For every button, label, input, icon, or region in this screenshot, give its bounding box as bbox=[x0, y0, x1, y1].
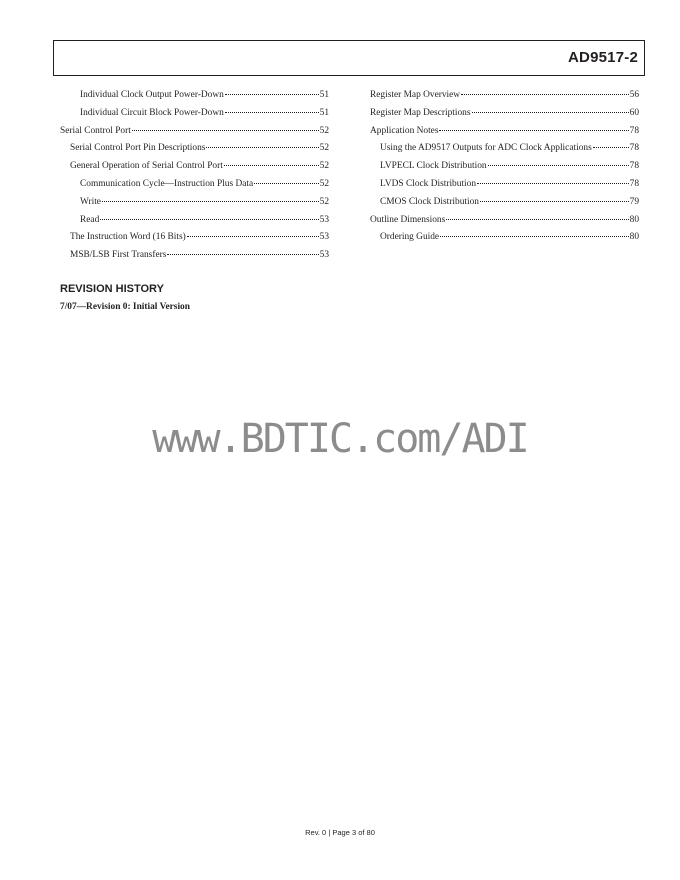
toc-entry[interactable] bbox=[60, 158, 329, 176]
toc-entry[interactable] bbox=[370, 140, 639, 158]
toc-entry-page: 78 bbox=[629, 125, 639, 136]
toc-dot-leader bbox=[593, 147, 629, 148]
revision-history-heading: REVISION HISTORY bbox=[60, 283, 164, 295]
toc-entry-title: Serial Control Port bbox=[60, 125, 131, 136]
toc-entry-title: Register Map Descriptions bbox=[370, 107, 471, 118]
toc-entry[interactable] bbox=[370, 194, 639, 212]
toc-entry-page: 51 bbox=[319, 107, 329, 118]
toc-entry-title: Using the AD9517 Outputs for ADC Clock Applications bbox=[380, 143, 592, 154]
toc-entry-title: Communication Cycle—Instruction Plus Data bbox=[80, 178, 254, 189]
toc-entry[interactable] bbox=[370, 105, 639, 123]
toc-entry-page: 80 bbox=[629, 232, 639, 243]
toc-dot-leader bbox=[480, 201, 629, 202]
toc-entry-title: Application Notes bbox=[370, 125, 439, 136]
toc-entry-page: 78 bbox=[629, 161, 639, 172]
toc-entry-page: 78 bbox=[629, 178, 639, 189]
toc-entry-page: 56 bbox=[629, 90, 639, 100]
toc-entry-page: 80 bbox=[629, 214, 639, 225]
toc-entry[interactable] bbox=[60, 229, 329, 247]
toc-entry-title: Individual Clock Output Power-Down bbox=[80, 90, 224, 100]
toc-entry[interactable] bbox=[60, 212, 329, 230]
toc-entry[interactable] bbox=[370, 229, 639, 247]
toc-entry-title: The Instruction Word (16 Bits) bbox=[70, 232, 186, 243]
toc-entry-page: 79 bbox=[629, 196, 639, 207]
toc-entry-title: Write bbox=[80, 196, 101, 207]
toc-right-column bbox=[370, 87, 639, 247]
toc-dot-leader bbox=[132, 130, 319, 131]
watermark: www.BDTIC.com/ADI bbox=[152, 416, 528, 462]
toc-entry-page: 52 bbox=[319, 161, 329, 172]
toc-dot-leader bbox=[439, 130, 628, 131]
toc-entry[interactable] bbox=[60, 247, 329, 265]
toc-entry-page: 52 bbox=[319, 125, 329, 136]
toc-entry[interactable] bbox=[370, 212, 639, 230]
toc-entry[interactable] bbox=[60, 140, 329, 158]
toc-entry[interactable] bbox=[370, 176, 639, 194]
toc-entry[interactable] bbox=[60, 123, 329, 141]
toc-entry-page: 51 bbox=[319, 90, 329, 100]
toc-entry-title: Individual Circuit Block Power-Down bbox=[80, 107, 224, 118]
toc-entry-page: 53 bbox=[319, 232, 329, 243]
toc-entry-title: Ordering Guide bbox=[380, 232, 440, 243]
toc-dot-leader bbox=[461, 94, 629, 95]
toc-entry-page: 52 bbox=[319, 196, 329, 207]
toc-dot-leader bbox=[225, 94, 319, 95]
toc-entry[interactable] bbox=[370, 87, 639, 105]
toc-dot-leader bbox=[477, 183, 629, 184]
toc-dot-leader bbox=[167, 254, 318, 255]
toc-entry-title: Register Map Overview bbox=[370, 90, 461, 100]
toc-entry-title: MSB/LSB First Transfers bbox=[70, 250, 167, 261]
toc-entry-title: LVDS Clock Distribution bbox=[380, 178, 477, 189]
part-number: AD9517-2 bbox=[568, 49, 638, 66]
toc-entry-title: CMOS Clock Distribution bbox=[380, 196, 479, 207]
toc-entry-title: General Operation of Serial Control Port bbox=[70, 161, 223, 172]
toc-entry-page: 53 bbox=[319, 250, 329, 261]
toc-entry-page: 60 bbox=[629, 107, 639, 118]
toc-dot-leader bbox=[446, 219, 628, 220]
header-box bbox=[53, 40, 645, 76]
toc-entry[interactable] bbox=[60, 176, 329, 194]
toc-entry-page: 53 bbox=[319, 214, 329, 225]
toc-entry[interactable] bbox=[60, 105, 329, 123]
toc-dot-leader bbox=[102, 201, 319, 202]
toc-left-column bbox=[60, 87, 329, 265]
toc-entry-page: 52 bbox=[319, 143, 329, 154]
toc-entry-title: Outline Dimensions bbox=[370, 214, 446, 225]
toc-entry-title: LVPECL Clock Distribution bbox=[380, 161, 487, 172]
toc-entry-title: Serial Control Port Pin Descriptions bbox=[70, 143, 206, 154]
toc-entry[interactable] bbox=[60, 194, 329, 212]
toc-dot-leader bbox=[206, 147, 318, 148]
revision-entry: 7/07—Revision 0: Initial Version bbox=[60, 302, 190, 312]
toc-dot-leader bbox=[187, 236, 319, 237]
toc-dot-leader bbox=[225, 112, 319, 113]
page-footer: Rev. 0 | Page 3 of 80 bbox=[305, 828, 375, 837]
toc-dot-leader bbox=[254, 183, 318, 184]
toc-entry[interactable] bbox=[60, 87, 329, 105]
toc-dot-leader bbox=[472, 112, 629, 113]
toc-entry-page: 78 bbox=[629, 143, 639, 154]
toc-dot-leader bbox=[224, 165, 319, 166]
toc-entry-page: 52 bbox=[319, 178, 329, 189]
toc-entry[interactable] bbox=[370, 158, 639, 176]
toc-dot-leader bbox=[488, 165, 629, 166]
toc-dot-leader bbox=[440, 236, 629, 237]
toc-dot-leader bbox=[100, 219, 318, 220]
toc-entry-title: Read bbox=[80, 214, 100, 225]
toc-entry[interactable] bbox=[370, 123, 639, 141]
